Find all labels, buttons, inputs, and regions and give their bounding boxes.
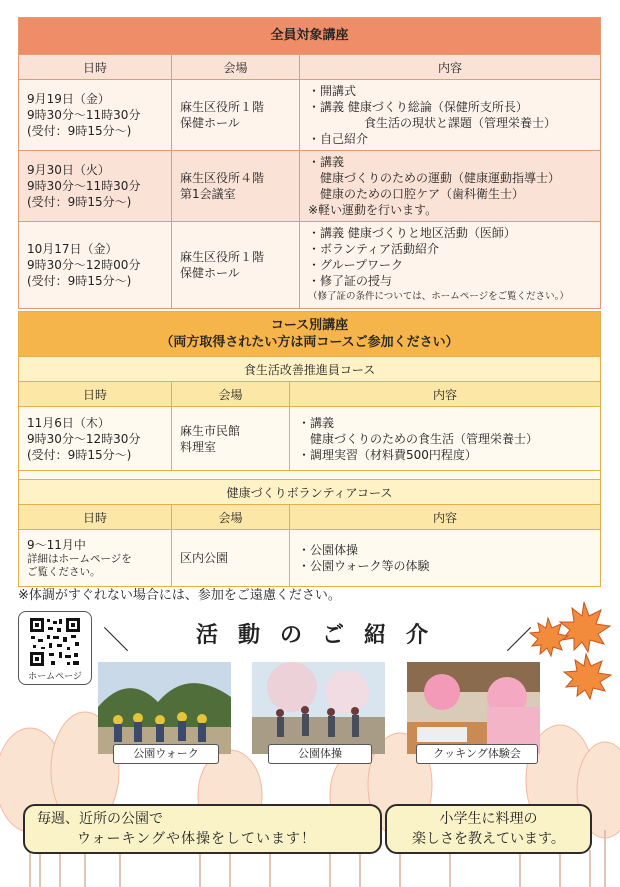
table-row	[19, 407, 601, 471]
slash-left-icon: ＼	[103, 626, 130, 656]
content-cell: ・講義 健康づくりのための運動（健康運動指導士） 健康のための口腔ケア（歯科衛生士） ※軽い運動を行います。	[300, 151, 601, 222]
venue-cell: 麻生市民館 料理室	[172, 407, 290, 471]
speech-bubble-left: 毎週、近所の公園で ウォーキングや体操をしています！	[23, 804, 382, 854]
table-row	[19, 222, 601, 309]
header-content: 内容	[300, 55, 601, 80]
park-walk-image	[98, 662, 231, 754]
date-cell: 9月19日（金） 9時30分～11時30分 (受付：9時15分～)	[19, 80, 172, 151]
speech-bubble-right: 小学生に料理の 楽しさを教えています。	[385, 804, 592, 854]
venue-cell: 麻生区役所１階 保健ホール	[172, 80, 300, 151]
slash-right-icon: ／	[506, 626, 533, 656]
photo-park-exercise	[252, 662, 385, 754]
header-date: 日時	[19, 382, 172, 407]
venue-cell: 麻生区役所１階 保健ホール	[172, 222, 300, 309]
photo-cooking	[407, 662, 540, 754]
header-date: 日時	[19, 55, 172, 80]
course-name: 食生活改善推進員コース	[19, 357, 601, 382]
course-name: 健康づくりボランティアコース	[19, 480, 601, 505]
caption-park-exercise: 公園体操	[268, 744, 372, 764]
qr-label: ホームページ	[28, 672, 82, 682]
content-cell: ・公園体操 ・公園ウォーク等の体験	[290, 530, 601, 587]
content-cell: ・講義 健康づくりと地区活動（医師） ・ボランティア活動紹介 ・グループワーク ・修了証の授与 （修了証の条件については、ホームページをご覧ください。）	[300, 222, 601, 309]
date-cell: 10月17日（金） 9時30分～12時00分 (受付：9時15分～)	[19, 222, 172, 309]
course-table	[18, 311, 601, 587]
header-content: 内容	[290, 382, 601, 407]
spacer	[19, 471, 601, 480]
header-date: 日時	[19, 505, 172, 530]
date-cell: 9月30日（火） 9時30分～11時30分 (受付：9時15分～)	[19, 151, 172, 222]
content-cell: ・開講式 ・講義 健康づくり総論（保健所支所長） 食生活の現状と課題（管理栄養士） ・自己紹介	[300, 80, 601, 151]
table-row	[19, 80, 601, 151]
caption-park-walk: 公園ウォーク	[113, 744, 219, 764]
section-title: 全員対象講座	[19, 18, 601, 55]
park-exercise-image	[252, 662, 385, 754]
content-cell: ・講義 健康づくりのための食生活（管理栄養士） ・調理実習（材料費500円程度）	[290, 407, 601, 471]
header-content: 内容	[290, 505, 601, 530]
venue-cell: 麻生区役所４階 第1会議室	[172, 151, 300, 222]
cooking-image	[407, 662, 540, 754]
activities-title: 活動のご紹介	[195, 623, 448, 648]
date-cell: 9～11月中 詳細はホームページを ご覧ください。	[19, 530, 172, 587]
header-venue: 会場	[172, 382, 290, 407]
header-venue: 会場	[172, 505, 290, 530]
section-title: コース別講座 （両方取得されたい方は両コースご参加ください）	[19, 312, 601, 357]
table-row	[19, 151, 601, 222]
table-row	[19, 530, 601, 587]
qr-code[interactable]	[18, 611, 92, 685]
maple-leaf-icon	[526, 596, 620, 700]
venue-cell: 区内公園	[172, 530, 290, 587]
caption-cooking: クッキング体験会	[416, 744, 538, 764]
photo-park-walk	[98, 662, 231, 754]
qr-code-icon	[29, 617, 81, 667]
health-note: ※体調がすぐれない場合には、参加をご遠慮ください。	[18, 588, 341, 603]
general-course-table	[18, 17, 601, 309]
date-cell: 11月6日（木） 9時30分～12時30分 (受付：9時15分～)	[19, 407, 172, 471]
header-venue: 会場	[172, 55, 300, 80]
